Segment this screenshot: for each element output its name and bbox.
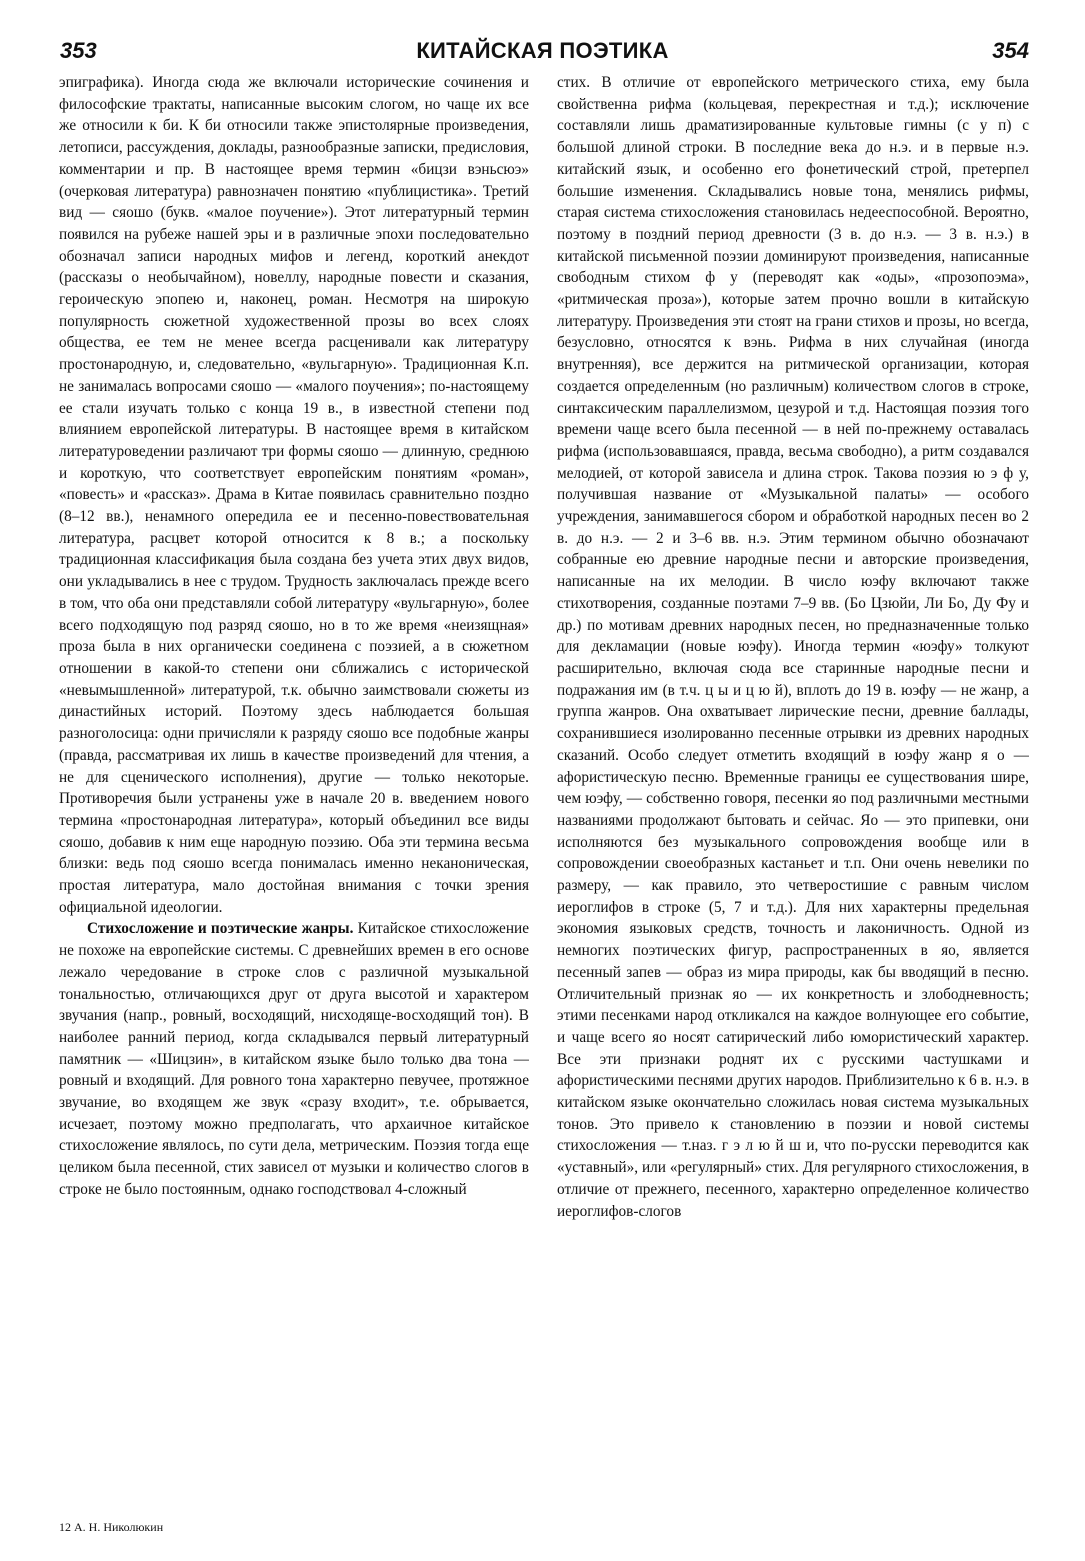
left-paragraph-2 xyxy=(59,918,529,1200)
right-paragraph-1: стих. В отличие от европейского метрического стиха, ему была свойственна рифма (кольцевая, перекрестная и т.д.); исключение составляли лишь драматизированные культовые гимны (с у п) с большой длиной строки. В последние века до н.э. и в первые н.э. китайский язык, и особенно его фонетический строй, претерпел большие изменения. Складывались новые тона, менялись рифмы, старая система стихосложения становилась недееспособной. Вероятно, поэтому в поздний период древности (3 в. до н.э. — 3 в. н.э.) в китайской письменной поэзии доминируют произведения, написанные свободным стихом ф у (переводят как «оды», «прозопоэма», «ритмическая проза»), которые затем прочно вошли в китайскую литературу. Произведения эти стоят на грани стихов и прозы, но всегда, безусловно, относятся к вэнь. Рифма в них случайная (иногда внутренняя), все держится на ритмической организации, которая создается определенным (но различным) количеством слогов в строке, синтаксическим параллелизмом, цезурой и т.д. Настоящая поэзия того времени чаще всего была песенной — в ней по-прежнему оставалась рифма (использовавшаяся, правда, весьма свободно), а ритм создавался мелодией, от которой зависела и длина строк. Такова поэзия ю э ф у, получившая название от «Музыкальной палаты» — особого учреждения, занимавшегося сбором и обработкой народных песен во 2 в. до н.э. — 2 и 3–6 вв. н.э. Этим термином обычно обозначают собранные ею древние народные песни и авторские произведения, написанные на их мелодии. В число юэфу включают также стихотворения, созданные поэтами 7–9 вв. (Бо Цзюйи, Ли Бо, Ду Фу и др.) по мотивам древних народных песен, но предназначенные только для декламации (новые юэфу). Иногда термин «юэфу» толкуют расширительно, включая сюда все старинные народные песни и подражания им (в т.ч. ц ы и ц ю й), вплоть до 19 в. юэфу — не жанр, а группа жанров. Она охватывает лирические песни, древние баллады, сохранившиеся изолированно песенные отрывки из древних народных сказаний. Особо следует отметить входящий в юэфу жанр я о — афористическую песню. Временные границы ее существования шире, чем юэфу, — собственно говоря, песенки яо под различными местными названиями продолжают бытовать и сейчас. Яо — это припевки, они исполняются без музыкального сопровождения вообще или в сопровождении своеобразных кастаньет и т.п. Они очень невелики по размеру, — как правило, это четверостишие с равным числом иероглифов в строке (5, 7 и т.д.). Для них характерны предельная экономия языковых средств, точность и лаконичность. Одной из немногих поэтических фигур, распространенных в яо, является песенный запев — образ из мира природы, как бы вводящий в песню. Отличительный признак яо — их конкретность и злободневность; этими песенками народ откликался на каждое волнующее его событие, и чаще всего яо носят сатирический либо юмористический характер. Все эти признаки роднят их с русскими частушками и афористическими песнями других народов. Приблизительно к 6 в. н.э. в китайском языке окончательно сложилась новая система музыкальных тонов. Это привело к становлению в поэзии и новой системы стихосложения — т.наз. г э л ю й ш и, что по-русски переводится как «уставный», или «регулярный» стих. Для регулярного стихосложения, в отличие от прежнего, песенного, характерно определенное количество иероглифов-слогов xyxy=(557,74,1029,1220)
signature-footer: 12 А. Н. Николюкин xyxy=(59,1520,164,1534)
page-number-right: 354 xyxy=(992,38,1029,63)
page-number-left: 353 xyxy=(60,38,97,63)
left-paragraph-1: эпиграфика). Иногда сюда же включали исторические сочинения и философские трактаты, написанные высоким слогом, но чаще их все же относили к би. К би относили также эпистолярные произведения, летописи, рассуждения, доклады, разнообразные записки, предисловия, комментарии и пр. В настоящее время термин «бицзи вэньсюэ» (очерковая литература) равнозначен понятию «публицистика». Третий вид — сяошо (букв. «малое поучение»). Этот литературный термин появился на рубеже нашей эры и в различные эпохи последовательно обозначал записи народных мифов и легенд, короткий анекдот (рассказы о необычайном), новеллу, народные повести и сказания, героическую эпопею и, наконец, роман. Несмотря на широкую популярность сюжетной художественной прозы во всех слоях общества, ее тем не менее всегда расценивали как литературу простонародную, и, следовательно, «вульгарную». Традиционная К.п. не занималась вопросами сяошо — «малого поучения»; по-настоящему ее стали изучать только с конца 19 в., в известной степени под влиянием европейской литературы. В настоящее время в китайском литературоведении различают три формы сяошо — длинную, среднюю и короткую, что соответствует европейским понятиям «роман», «повесть» и «рассказ». Драма в Китае появилась сравнительно поздно (8–12 вв.), ненамного опередила ее и песенно-повествовательная литература, расцвет которой относится к 8 в.; а поскольку традиционная классификация была создана без учета этих двух видов, они укладывались в нее с трудом. Трудность заключалась прежде всего в том, что оба они представляли собой литературу «вульгарную», более всего подходящую под разряд сяошо, но в то же время «неизящная» проза была в них органически соединена с поэзией, а в сюжетном отношении в какой-то степени они сближались с исторической «невымышленной» литературой, т.к. обычно заимствовали сюжеты из династийных историй. Поэтому здесь наблюдается большая разноголосица: одни причисляли к разряду сяошо все подобные жанры (правда, рассматривая их лишь в качестве произведений для чтения, а не для сценического исполнения), другие — только некоторые. Противоречия были устранены уже в начале 20 в. введением нового термина «простонародная литература», который объединил все виды сяошо, добавив к ним еще народную поэзию. Оба эти термина весьма близки: ведь под сяошо всегда понималась именно неканоническая, простая литература, мало достойная внимания с точки зрения официальной идеологии. xyxy=(59,74,529,916)
section-heading: Стихосложение и поэтические жанры. xyxy=(87,920,354,938)
right-column xyxy=(557,72,1029,1492)
running-title: КИТАЙСКАЯ ПОЭТИКА xyxy=(416,38,669,63)
left-column xyxy=(59,72,529,1492)
section-body: Китайское стихосложение не похоже на европейские системы. С древнейших времен в его основе лежало чередование в строке слов с различной музыкальной тональностью, отличающихся друг от друга высотой и характером звучания (напр., ровный, восходящий, нисходяще-восходящий тон). В наиболее ранний период, когда складывался первый литературный памятник — «Шицзин», в китайском языке было только два тона — ровный и входящий. Для ровного тона характерно певучее, протяжное звучание, во входящем же звук «сразу входит», т.е. обрывается, исчезает, поэтому можно предполагать, что архаичное китайское стихосложение являлось, по сути дела, метрическим. Поэзия тогда еще целиком была песенной, стих зависел от музыки и количество слогов в строке не было постоянным, однако господствовал 4-сложный xyxy=(59,920,529,1198)
